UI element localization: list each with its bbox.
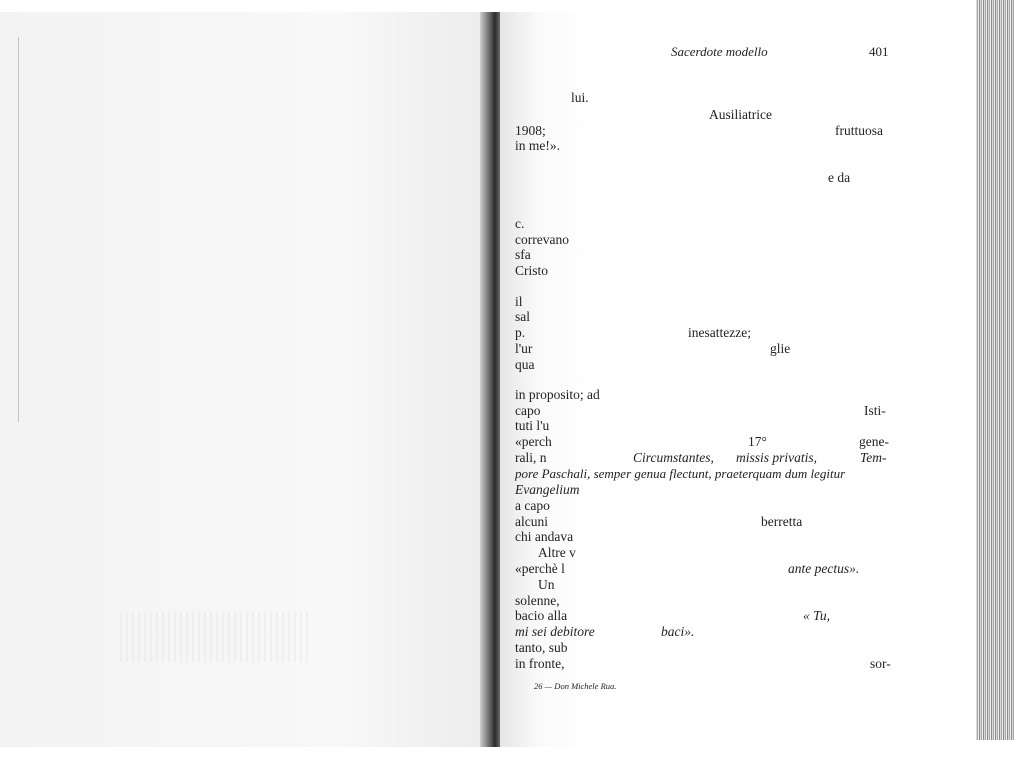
text-line: Tem- bbox=[860, 450, 887, 465]
text-line: Un bbox=[538, 577, 555, 592]
text-line: ante pectus». bbox=[788, 561, 860, 576]
text-line: lui. bbox=[571, 90, 589, 105]
text-line: missis privatis, bbox=[736, 450, 818, 465]
text-line: correvano bbox=[515, 232, 569, 247]
left-page-bleed-through bbox=[120, 612, 310, 662]
signature-mark: 26 — Don Michele Rua. bbox=[534, 681, 617, 691]
text-line: in proposito; ad bbox=[515, 387, 600, 402]
text-line: p. bbox=[515, 325, 526, 340]
text-line: c. bbox=[515, 216, 525, 231]
running-title: Sacerdote modello bbox=[671, 44, 768, 59]
text-line: «perchè l bbox=[515, 561, 565, 576]
text-line: fruttuosa bbox=[835, 123, 883, 138]
text-line: berretta bbox=[761, 514, 803, 529]
page-edges bbox=[976, 0, 1014, 740]
text-line: sal bbox=[515, 309, 530, 324]
text-line: rali, n bbox=[515, 450, 547, 465]
text-line: gene- bbox=[859, 434, 889, 449]
text-line: mi sei debitore bbox=[515, 624, 595, 639]
text-line: tanto, sub bbox=[515, 640, 568, 655]
text-line: Cristo bbox=[515, 263, 549, 278]
text-line: Circumstantes, bbox=[633, 450, 714, 465]
text-line: 17° bbox=[748, 434, 767, 449]
left-page-blank bbox=[0, 12, 486, 747]
text-line: Ausiliatrice bbox=[709, 107, 772, 122]
text-line: « Tu, bbox=[803, 608, 831, 623]
text-line: glie bbox=[770, 341, 791, 356]
text-line: 1908; bbox=[515, 123, 546, 138]
text-line: chi andava bbox=[515, 529, 574, 544]
text-line: a capo bbox=[515, 498, 550, 513]
text-line: il bbox=[515, 294, 523, 309]
left-page-rule bbox=[18, 37, 19, 422]
text-line: sfa bbox=[515, 247, 531, 262]
text-line: solenne, bbox=[515, 593, 560, 608]
text-line: alcuni bbox=[515, 514, 548, 529]
text-line: in me!». bbox=[515, 138, 560, 153]
text-line: baci». bbox=[661, 624, 695, 639]
text-line: «perch bbox=[515, 434, 552, 449]
text-line: qua bbox=[515, 357, 535, 372]
text-line: inesattezze; bbox=[688, 325, 751, 340]
text-line: e da bbox=[828, 170, 851, 185]
text-line: pore Paschali, semper genua flectunt, praeterquam dum legitur bbox=[515, 466, 846, 481]
text-line: bacio alla bbox=[515, 608, 568, 623]
text-line: Isti- bbox=[864, 403, 886, 418]
page-number: 401 bbox=[869, 44, 889, 59]
text-line: Evangelium bbox=[515, 482, 580, 497]
text-line: in fronte, bbox=[515, 656, 565, 671]
text-line: tuti l'u bbox=[515, 418, 550, 433]
text-line: l'ur bbox=[515, 341, 533, 356]
text-line: sor- bbox=[870, 656, 891, 671]
text-line: Altre v bbox=[538, 545, 576, 560]
text-line: capo bbox=[515, 403, 541, 418]
